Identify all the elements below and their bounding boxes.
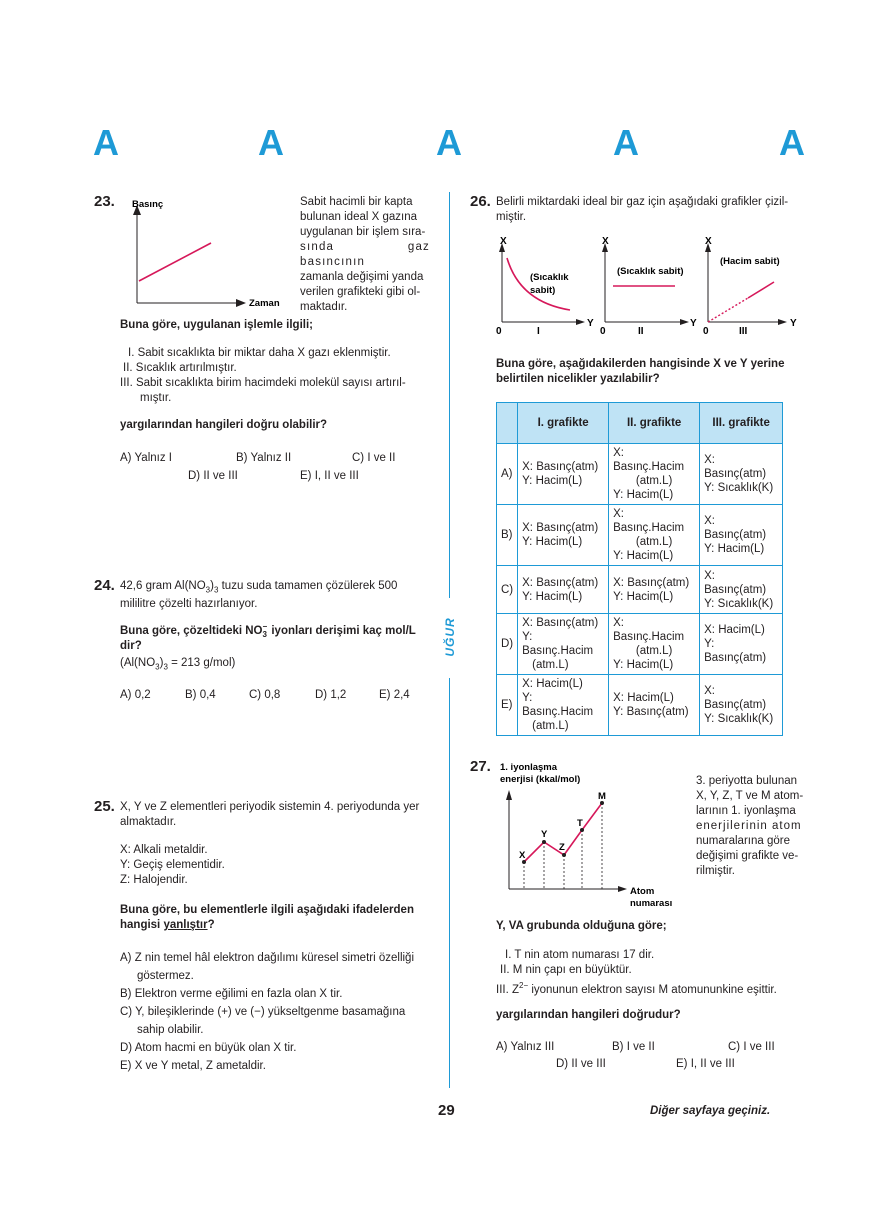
- q27-option-d[interactable]: D) II ve III: [556, 1058, 606, 1070]
- header-letter: A: [258, 122, 284, 163]
- q24-option-e[interactable]: E) 2,4: [379, 689, 410, 701]
- desc-line: rilmiştir.: [696, 865, 735, 877]
- cell-line: Y: Basınç.Hacim: [522, 631, 594, 657]
- q25-option-c-cont[interactable]: sahip olabilir.: [137, 1024, 204, 1036]
- q23-number: 23.: [94, 193, 115, 210]
- q23-question: yargılarından hangileri doğru olabilir?: [120, 419, 328, 431]
- cell-line: Y: Sıcaklık(K): [704, 597, 774, 610]
- q27-xlabel: Atom: [630, 886, 655, 897]
- stem-emphasis: yanlıştır: [163, 919, 208, 931]
- desc-line: verilen grafikteki gibi ol-: [300, 286, 421, 298]
- q25-options: [120, 949, 435, 1075]
- q24-question-c: dir?: [120, 640, 142, 653]
- q23-option-e[interactable]: E) I, II ve III: [300, 470, 359, 482]
- table-row[interactable]: [497, 675, 783, 736]
- q27-number: 27.: [470, 758, 491, 775]
- q23-option-d[interactable]: D) II ve III: [188, 470, 238, 482]
- cell-line: X: Basınç.Hacim: [613, 508, 685, 534]
- column-divider: [449, 192, 450, 598]
- table-cell: [700, 566, 783, 614]
- q25-defs: [120, 843, 225, 888]
- stem-line: belirtilen nicelikler yazılabilir?: [496, 373, 660, 385]
- table-cell: [518, 566, 609, 614]
- cell-line: Y: Hacim(L): [522, 475, 583, 487]
- q24-option-d[interactable]: D) 1,2: [315, 689, 347, 701]
- q26-graph-2: [600, 236, 697, 337]
- roman-label: II: [638, 326, 644, 337]
- cell-line: (atm.L): [635, 536, 673, 548]
- q26-graph-3: [703, 236, 797, 337]
- roman-label: I: [537, 326, 540, 337]
- q27-option-b[interactable]: B) I ve II: [612, 1041, 655, 1053]
- q24-given-b: = 213 g/mol): [171, 657, 236, 669]
- table-cell: [609, 505, 700, 566]
- axis-label: Y: [790, 318, 797, 329]
- q27-question: yargılarından hangileri doğrudur?: [496, 1009, 681, 1021]
- curve: [748, 282, 774, 298]
- q23-line: [139, 243, 211, 281]
- cell-line: X: Basınç(atm): [704, 685, 767, 711]
- stem-line: Buna göre, bu elementlerle ilgili aşağıdaki ifadelerden: [120, 904, 414, 916]
- q24-option-b[interactable]: B) 0,4: [185, 689, 216, 701]
- desc-line: bulunan ideal X gazına: [300, 211, 418, 223]
- cell-line: X: Basınç(atm): [522, 617, 599, 629]
- cell-line: X: Hacim(L): [704, 624, 765, 636]
- desc-line: maktadır.: [300, 301, 348, 313]
- q27-graph: [496, 758, 686, 913]
- q27-option-a[interactable]: A) Yalnız III: [496, 1041, 555, 1053]
- cell-line: X: Basınç(atm): [704, 515, 767, 541]
- side-label: UĞUR: [443, 617, 457, 657]
- q23-xlabel: Zaman: [249, 298, 280, 309]
- desc-line: larının 1. iyonlaşma: [696, 805, 796, 817]
- table-cell: [518, 614, 609, 675]
- q24-text: 42,6 gram $Al(NO_3)_3$ tuzu suda tamamen çözülerek 500 mililitre çözelti hazırlanıyor.: [120, 579, 428, 612]
- cell-line: (atm.L): [635, 475, 673, 487]
- q25-option-c[interactable]: C) Y, bileşiklerinde (+) ve (−) yükseltgenme basamağına: [120, 1006, 406, 1018]
- q25-stem: [120, 903, 435, 933]
- q24-given: ($Al(NO_3)_3 = 213$ g/mol): [120, 657, 236, 672]
- text-line: miştir.: [496, 211, 527, 223]
- cell-line: Y: Hacim(L): [522, 536, 583, 548]
- origin-label: 0: [600, 326, 606, 337]
- subscript: 3: [213, 585, 219, 595]
- origin-label: 0: [703, 326, 709, 337]
- q24-question: [120, 623, 416, 654]
- cell-line: X: Hacim(L): [522, 678, 583, 690]
- table-header: III. grafikte: [700, 403, 783, 444]
- table-cell: [609, 614, 700, 675]
- subscript: 3: [205, 585, 211, 595]
- q24-question-a: Buna göre, çözeltideki NO: [120, 625, 263, 638]
- point-label: X: [519, 850, 526, 861]
- q23-option-c[interactable]: C) I ve II: [352, 452, 396, 464]
- text-line: Belirli miktardaki ideal bir gaz için aşağıdaki grafikler çizil-: [496, 196, 789, 208]
- q23-graph: [118, 195, 293, 315]
- cell-line: X: Basınç(atm): [613, 576, 690, 589]
- graph-label: (Sıcaklık: [530, 272, 569, 283]
- cell-line: X: Basınç(atm): [522, 576, 599, 589]
- q27-description: [696, 774, 804, 879]
- axis-label: Y: [690, 318, 697, 329]
- cell-line: Y: Sıcaklık(K): [704, 482, 774, 494]
- q27-option-c[interactable]: C) I ve III: [728, 1041, 775, 1053]
- column-divider: [449, 678, 450, 1088]
- header-letter: A: [613, 122, 639, 163]
- row-label[interactable]: E): [497, 675, 518, 736]
- table-corner: [497, 403, 518, 444]
- table-row[interactable]: [497, 444, 783, 505]
- def-line: Y: Geçiş elementidir.: [120, 859, 225, 871]
- q23-option-a[interactable]: A) Yalnız I: [120, 452, 172, 464]
- table-cell: [609, 566, 700, 614]
- q24-given-a: (Al(NO: [120, 657, 156, 669]
- curve-dashed: [708, 298, 748, 322]
- cell-line: X: Basınç(atm): [522, 522, 599, 534]
- cell-line: Y: Hacim(L): [613, 550, 674, 562]
- q27-option-e[interactable]: E) I, II ve III: [676, 1058, 735, 1070]
- q25-option-b[interactable]: B) Elektron verme eğilimi en fazla olan X tir.: [120, 988, 343, 1000]
- table-cell: [609, 675, 700, 736]
- table-cell: [518, 505, 609, 566]
- cell-line: X: Basınç.Hacim: [613, 617, 685, 643]
- roman-item-rest: iyonunun elektron sayısı M atomununkine eşittir.: [528, 983, 777, 996]
- q27-xlabel: numarası: [630, 898, 673, 909]
- desc-line: uygulanan bir işlem sıra-: [300, 226, 426, 238]
- q27-curve: [524, 803, 602, 862]
- axis-label: X: [500, 236, 507, 247]
- desc-line: enerjilerinin atom: [696, 820, 802, 832]
- axis-label: X: [602, 236, 609, 247]
- cell-line: X: Basınç(atm): [522, 461, 599, 473]
- q24-line1-rest: tuzu suda tamamen çözülerek 500: [218, 580, 398, 592]
- q24-line2: mililitre çözelti hazırlanıyor.: [120, 598, 258, 611]
- def-line: Z: Halojendir.: [120, 874, 188, 886]
- table-cell: [518, 675, 609, 736]
- cell-line: Y: Hacim(L): [613, 489, 674, 501]
- subscript: 3: [163, 662, 168, 672]
- cell-line: Y: Basınç(atm): [704, 638, 767, 664]
- axis-label: X: [705, 236, 712, 247]
- page-number: 29: [438, 1102, 455, 1119]
- q26-graphs: [490, 232, 810, 342]
- q25-option-a[interactable]: A) Z nin temel hâl elektron dağılımı küresel simetri özelliği: [120, 952, 415, 964]
- graph-label: sabit): [530, 285, 556, 296]
- table-cell: [700, 505, 783, 566]
- q27-stem: Y, VA grubunda olduğuna göre;: [496, 920, 667, 932]
- desc-line: değişimi grafikte ve-: [696, 850, 799, 862]
- table-row[interactable]: [497, 614, 783, 675]
- graph-label: (Sıcaklık sabit): [617, 266, 684, 277]
- cell-line: Y: Hacim(L): [613, 590, 674, 603]
- q27-ylabel: enerjisi (kkal/mol): [500, 774, 581, 785]
- point-label: Z: [559, 842, 565, 853]
- q26-text: [496, 195, 806, 225]
- side-label-box: [440, 610, 460, 670]
- point-label: M: [598, 791, 606, 802]
- stem-part: hangisi: [120, 919, 164, 931]
- subscript: 3: [262, 630, 267, 639]
- q23-items: [120, 346, 440, 406]
- cell-line: X: Basınç(atm): [704, 454, 767, 480]
- cell-line: Y: Basınç.Hacim: [522, 692, 594, 718]
- table-header: II. grafikte: [609, 403, 700, 444]
- q24-option-a[interactable]: A) 0,2: [120, 689, 151, 701]
- point-label: T: [577, 818, 583, 829]
- cell-line: Y: Hacim(L): [704, 543, 765, 555]
- axis-label: Y: [587, 318, 594, 329]
- table-cell: [700, 444, 783, 505]
- q25-text: [120, 800, 435, 830]
- cell-line: Y: Hacim(L): [613, 659, 674, 671]
- table-cell: [609, 444, 700, 505]
- roman-item: III. Sabit sıcaklıkta birim hacimdeki molekül sayısı artırıl-: [120, 377, 406, 389]
- cell-line: Y: Hacim(L): [522, 590, 583, 603]
- desc-line: zamanla değişimi yanda: [300, 271, 424, 283]
- q26-graph-1: [496, 236, 594, 337]
- text-line: almaktadır.: [120, 816, 177, 828]
- q24-option-c[interactable]: C) 0,8: [249, 689, 281, 701]
- q26-answer-table: [496, 402, 783, 736]
- roman-label: III: [739, 326, 748, 337]
- desc-line: sında gaz basıncının: [300, 241, 430, 268]
- q26-stem: [496, 357, 806, 387]
- def-line: X: Alkali metaldir.: [120, 844, 208, 856]
- origin-label: 0: [496, 326, 502, 337]
- curve: [507, 258, 570, 310]
- table-header-row: [497, 403, 783, 444]
- desc-line: numaralarına göre: [696, 835, 790, 847]
- q25-number: 25.: [94, 798, 115, 815]
- roman-item: I. Sabit sıcaklıkta bir miktar daha X gazı eklenmiştir.: [128, 347, 391, 359]
- q27-items: [496, 948, 816, 998]
- q25-option-a-cont[interactable]: gösterme​z.: [137, 970, 194, 982]
- superscript: 2−: [519, 981, 529, 990]
- roman-item: II. Sıcaklık artırılmıştır.: [123, 362, 237, 374]
- superscript: −: [262, 622, 268, 631]
- q23-option-b[interactable]: B) Yalnız II: [236, 452, 292, 464]
- desc-line: 3. periyotta bulunan: [696, 775, 798, 787]
- q24-number: 24.: [94, 577, 115, 594]
- roman-item: mıştır.: [140, 392, 172, 404]
- table-cell: [518, 444, 609, 505]
- cell-line: (atm.L): [532, 720, 569, 732]
- roman-item: I. T nin atom numarası 17 dir.: [505, 949, 655, 961]
- cell-line: (atm.L): [635, 645, 673, 657]
- row-label[interactable]: C): [497, 566, 518, 614]
- text-line: X, Y ve Z elementleri periyodik sistemin 4. periyodunda yer: [120, 801, 420, 813]
- q25-option-d[interactable]: D) Atom hacmi en büyük olan X tir.: [120, 1042, 297, 1054]
- stem-part: ?: [207, 919, 215, 931]
- q26-number: 26.: [470, 193, 491, 210]
- cell-line: X: Basınç.Hacim: [613, 447, 685, 473]
- point-label: Y: [541, 829, 548, 840]
- q24-question-b: iyonları derişimi kaç mol/L: [268, 625, 416, 638]
- cell-line: Y: Sıcaklık(K): [704, 713, 774, 725]
- subscript: 3: [155, 662, 160, 672]
- q23-ylabel: Basınç: [132, 199, 164, 210]
- q23-description: [300, 195, 430, 315]
- table-cell: [700, 675, 783, 736]
- cell-line: X: Basınç(atm): [704, 569, 767, 596]
- cell-line: Y: Basınç(atm): [613, 706, 689, 718]
- row-label[interactable]: D): [497, 614, 518, 675]
- header-letter: A: [779, 122, 805, 163]
- roman-item: III. Z: [496, 983, 519, 996]
- next-page-note: Diğer sayfaya geçiniz.: [650, 1105, 771, 1117]
- q27-ylabel: 1. iyonlaşma: [500, 762, 558, 773]
- row-label[interactable]: A): [497, 444, 518, 505]
- table-cell: [700, 614, 783, 675]
- desc-line: X, Y, Z, T ve M atom-: [696, 790, 804, 802]
- desc-line: Sabit hacimli bir kapta: [300, 196, 413, 208]
- q23-stem: Buna göre, uygulanan işlemle ilgili;: [120, 319, 313, 331]
- table-header: I. grafikte: [518, 403, 609, 444]
- table-row[interactable]: [497, 566, 783, 614]
- table-row[interactable]: [497, 505, 783, 566]
- stem-line: Buna göre, aşağıdakilerden hangisinde X ve Y yerine: [496, 358, 785, 370]
- row-label[interactable]: B): [497, 505, 518, 566]
- q25-option-e[interactable]: E) X ve Y metal, Z ametaldir.: [120, 1060, 266, 1072]
- cell-line: X: Hacim(L): [613, 692, 674, 704]
- graph-label: (Hacim sabit): [720, 256, 780, 267]
- cell-line: (atm.L): [532, 659, 569, 671]
- q24-line1: 42,6 gram Al(NO: [120, 580, 206, 592]
- header-letter: A: [93, 122, 119, 163]
- roman-item: II. M nin çapı en büyüktür.: [500, 964, 632, 976]
- header-letter: A: [436, 122, 462, 163]
